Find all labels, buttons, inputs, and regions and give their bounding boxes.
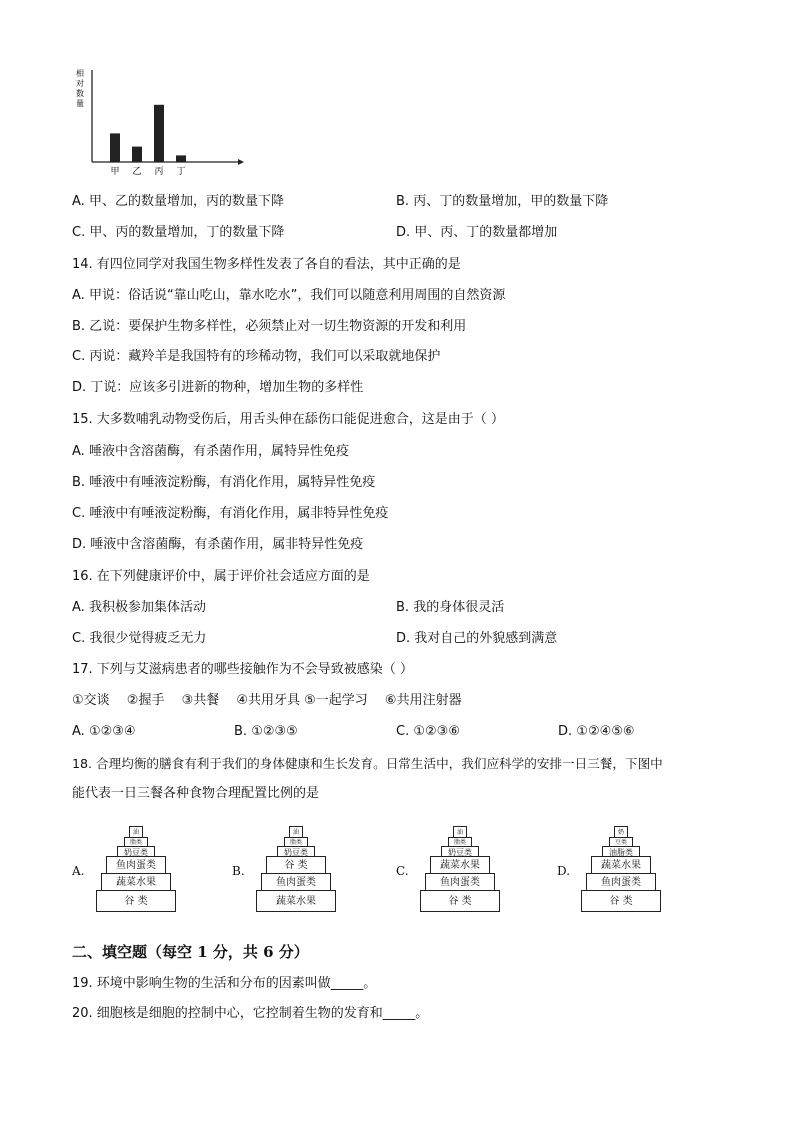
q20-text: 20. 细胞核是细胞的控制中心，它控制着生物的发育和_____。 — [72, 1006, 429, 1021]
option-letter: A. — [72, 288, 85, 303]
option-letter: C. — [72, 631, 86, 646]
q18-stem-line2: 能代表一日三餐各种食物合理配置比例的是 — [72, 786, 320, 801]
q17-items: ①交谈 ②握手 ③共餐 ④共用牙具 ⑤一起学习 ⑥共用注射器 — [72, 693, 462, 708]
option-text: 我的身体很灵活 — [413, 600, 505, 615]
option-letter: D. — [396, 631, 411, 646]
q16-option-d[interactable] — [396, 630, 557, 648]
bar-2 — [132, 147, 142, 162]
q18-stem-line1: 18. 合理均衡的膳食有利于我们的身体健康和生长发育。日常生活中，我们应科学的安排一日三餐，下图中 — [72, 756, 663, 771]
pyramid-level: 鱼肉蛋类 — [261, 873, 331, 891]
option-letter: D. — [557, 864, 571, 878]
option-text: ①②③⑥ — [413, 724, 460, 739]
option-text: 甲、丙、丁的数量都增加 — [414, 225, 558, 240]
q15-option-d[interactable] — [72, 536, 363, 554]
pyramid-level: 鱼肉蛋类 — [425, 873, 495, 891]
option-letter: A. — [72, 444, 85, 459]
pyramid-level: 谷 类 — [420, 890, 500, 912]
option-text: 乙说：要保护生物多样性，必须禁止对一切生物资源的开发和利用 — [89, 319, 467, 334]
bar-1 — [110, 133, 120, 162]
q16-option-c[interactable] — [72, 630, 206, 648]
option-text: 甲、丙的数量增加，丁的数量下降 — [89, 225, 285, 240]
pyramid-level: 油 — [453, 826, 467, 838]
chart-ylabel: 相对数量 — [76, 69, 84, 108]
option-text: 唾液中有唾液淀粉酶，有消化作用，属特异性免疫 — [89, 475, 376, 490]
option-letter: C. — [396, 864, 409, 878]
pyramid-option-d[interactable] — [557, 826, 677, 922]
option-letter: C. — [72, 506, 86, 521]
pyramid-level: 油 — [129, 826, 143, 838]
option-letter: D. — [72, 537, 87, 552]
x-tick-label: 乙 — [132, 167, 142, 177]
bar-4 — [176, 155, 186, 162]
pyramid-level: 奶豆类 — [117, 846, 155, 857]
option-text: 甲、乙的数量增加，丙的数量下降 — [88, 194, 284, 209]
option-letter: A. — [72, 194, 85, 209]
option-letter: B. — [232, 864, 245, 878]
bar-3 — [154, 105, 164, 162]
option-text: 唾液中有唾液淀粉酶，有消化作用，属非特异性免疫 — [89, 506, 389, 521]
q17-stem: 17. 下列与艾滋病患者的哪些接触作为不会导致被感染（ ） — [72, 662, 413, 677]
q16-option-a[interactable] — [72, 599, 206, 617]
option-text: 丁说：应该多引进新的物种，增加生物的多样性 — [90, 380, 364, 395]
x-tick-label: 甲 — [110, 167, 120, 177]
option-text: ①②③⑤ — [251, 724, 298, 739]
section-title-fill-in: 二、填空题（每空 1 分，共 6 分） — [72, 943, 309, 961]
option-text: 丙说：藏羚羊是我国特有的珍稀动物，我们可以采取就地保护 — [89, 349, 441, 364]
option-letter: B. — [396, 194, 410, 209]
q15-stem: 15. 大多数哺乳动物受伤后，用舌头伸在舔伤口能促进愈合，这是由于（ ） — [72, 412, 504, 427]
pyramid-level: 奶 — [614, 826, 628, 838]
q17-option-d[interactable] — [558, 723, 635, 741]
q17-option-c[interactable] — [396, 723, 460, 741]
q14-option-a[interactable] — [72, 287, 505, 305]
option-letter: D. — [396, 225, 411, 240]
pyramid-level: 谷 类 — [266, 856, 326, 874]
q17-option-b[interactable] — [234, 723, 298, 741]
option-letter: A. — [72, 600, 85, 615]
option-text: ①②④⑤⑥ — [576, 724, 635, 739]
q15-option-b[interactable] — [72, 474, 375, 492]
option-text: 我对自己的外貌感到满意 — [414, 631, 558, 646]
pyramid-level: 蔬菜水果 — [101, 873, 171, 891]
option-letter: C. — [396, 724, 410, 739]
q16-stem: 16. 在下列健康评价中，属于评价社会适应方面的是 — [72, 569, 370, 584]
pyramid-level: 奶豆类 — [277, 846, 315, 857]
option-text: 甲说：俗话说“靠山吃山，靠水吃水”，我们可以随意利用周围的自然资源 — [88, 288, 506, 303]
option-letter: D. — [558, 724, 573, 739]
option-text: 丙、丁的数量增加，甲的数量下降 — [413, 194, 609, 209]
pyramid-level: 谷 类 — [581, 890, 661, 912]
option-text: 我积极参加集体活动 — [88, 600, 206, 615]
q13-option-d[interactable] — [396, 224, 557, 242]
option-letter: C. — [72, 225, 86, 240]
q14-stem: 14. 有四位同学对我国生物多样性发表了各自的看法，其中正确的是 — [72, 257, 461, 272]
pyramid-level: 蔬菜水果 — [430, 856, 490, 874]
pyramid-level: 蔬菜水果 — [591, 856, 651, 874]
q14-option-b[interactable] — [72, 318, 466, 336]
option-letter: D. — [72, 380, 87, 395]
pyramid-option-a[interactable] — [72, 826, 192, 922]
pyramid-option-b[interactable] — [232, 826, 352, 922]
x-tick-label: 丙 — [154, 167, 164, 177]
q13-option-a[interactable] — [72, 193, 284, 211]
q14-option-d[interactable] — [72, 379, 363, 397]
option-letter: B. — [396, 600, 410, 615]
q15-option-c[interactable] — [72, 505, 388, 523]
pyramid-level: 脂类 — [448, 837, 472, 847]
option-text: 唾液中含溶菌酶，有杀菌作用，属非特异性免疫 — [90, 537, 364, 552]
pyramid-level: 脂类 — [124, 837, 148, 847]
option-letter: A. — [72, 864, 85, 878]
option-letter: B. — [72, 319, 86, 334]
option-text: ①②③④ — [88, 724, 136, 739]
pyramid-level: 谷 类 — [96, 890, 176, 912]
q13-option-b[interactable] — [396, 193, 608, 211]
q14-option-c[interactable] — [72, 348, 440, 366]
pyramid-level: 鱼肉蛋类 — [586, 873, 656, 891]
pyramid-level: 豆类 — [609, 837, 633, 847]
pyramid-level: 油 — [289, 826, 303, 838]
pyramid-level: 鱼肉蛋类 — [106, 856, 166, 874]
x-axis-arrow — [238, 159, 244, 165]
q16-option-b[interactable] — [396, 599, 504, 617]
option-letter: B. — [72, 475, 86, 490]
pyramid-level: 脂类 — [284, 837, 308, 847]
option-text: 唾液中含溶菌酶，有杀菌作用，属特异性免疫 — [88, 444, 349, 459]
option-letter: B. — [234, 724, 248, 739]
x-tick-label: 丁 — [176, 167, 186, 177]
q15-option-a[interactable] — [72, 443, 349, 461]
pyramid-option-c[interactable] — [396, 826, 516, 922]
pyramid-level: 奶豆类 — [441, 846, 479, 857]
pyramid-level: 蔬菜水果 — [256, 890, 336, 912]
pyramid-level: 油脂类 — [602, 846, 640, 857]
option-letter: C. — [72, 349, 86, 364]
q13-option-c[interactable] — [72, 224, 284, 242]
q17-option-a[interactable] — [72, 723, 136, 741]
q19-text: 19. 环境中影响生物的生活和分布的因素叫做_____。 — [72, 976, 377, 991]
option-text: 我很少觉得疲乏无力 — [89, 631, 207, 646]
population-bar-chart — [70, 66, 250, 178]
option-letter: A. — [72, 724, 85, 739]
